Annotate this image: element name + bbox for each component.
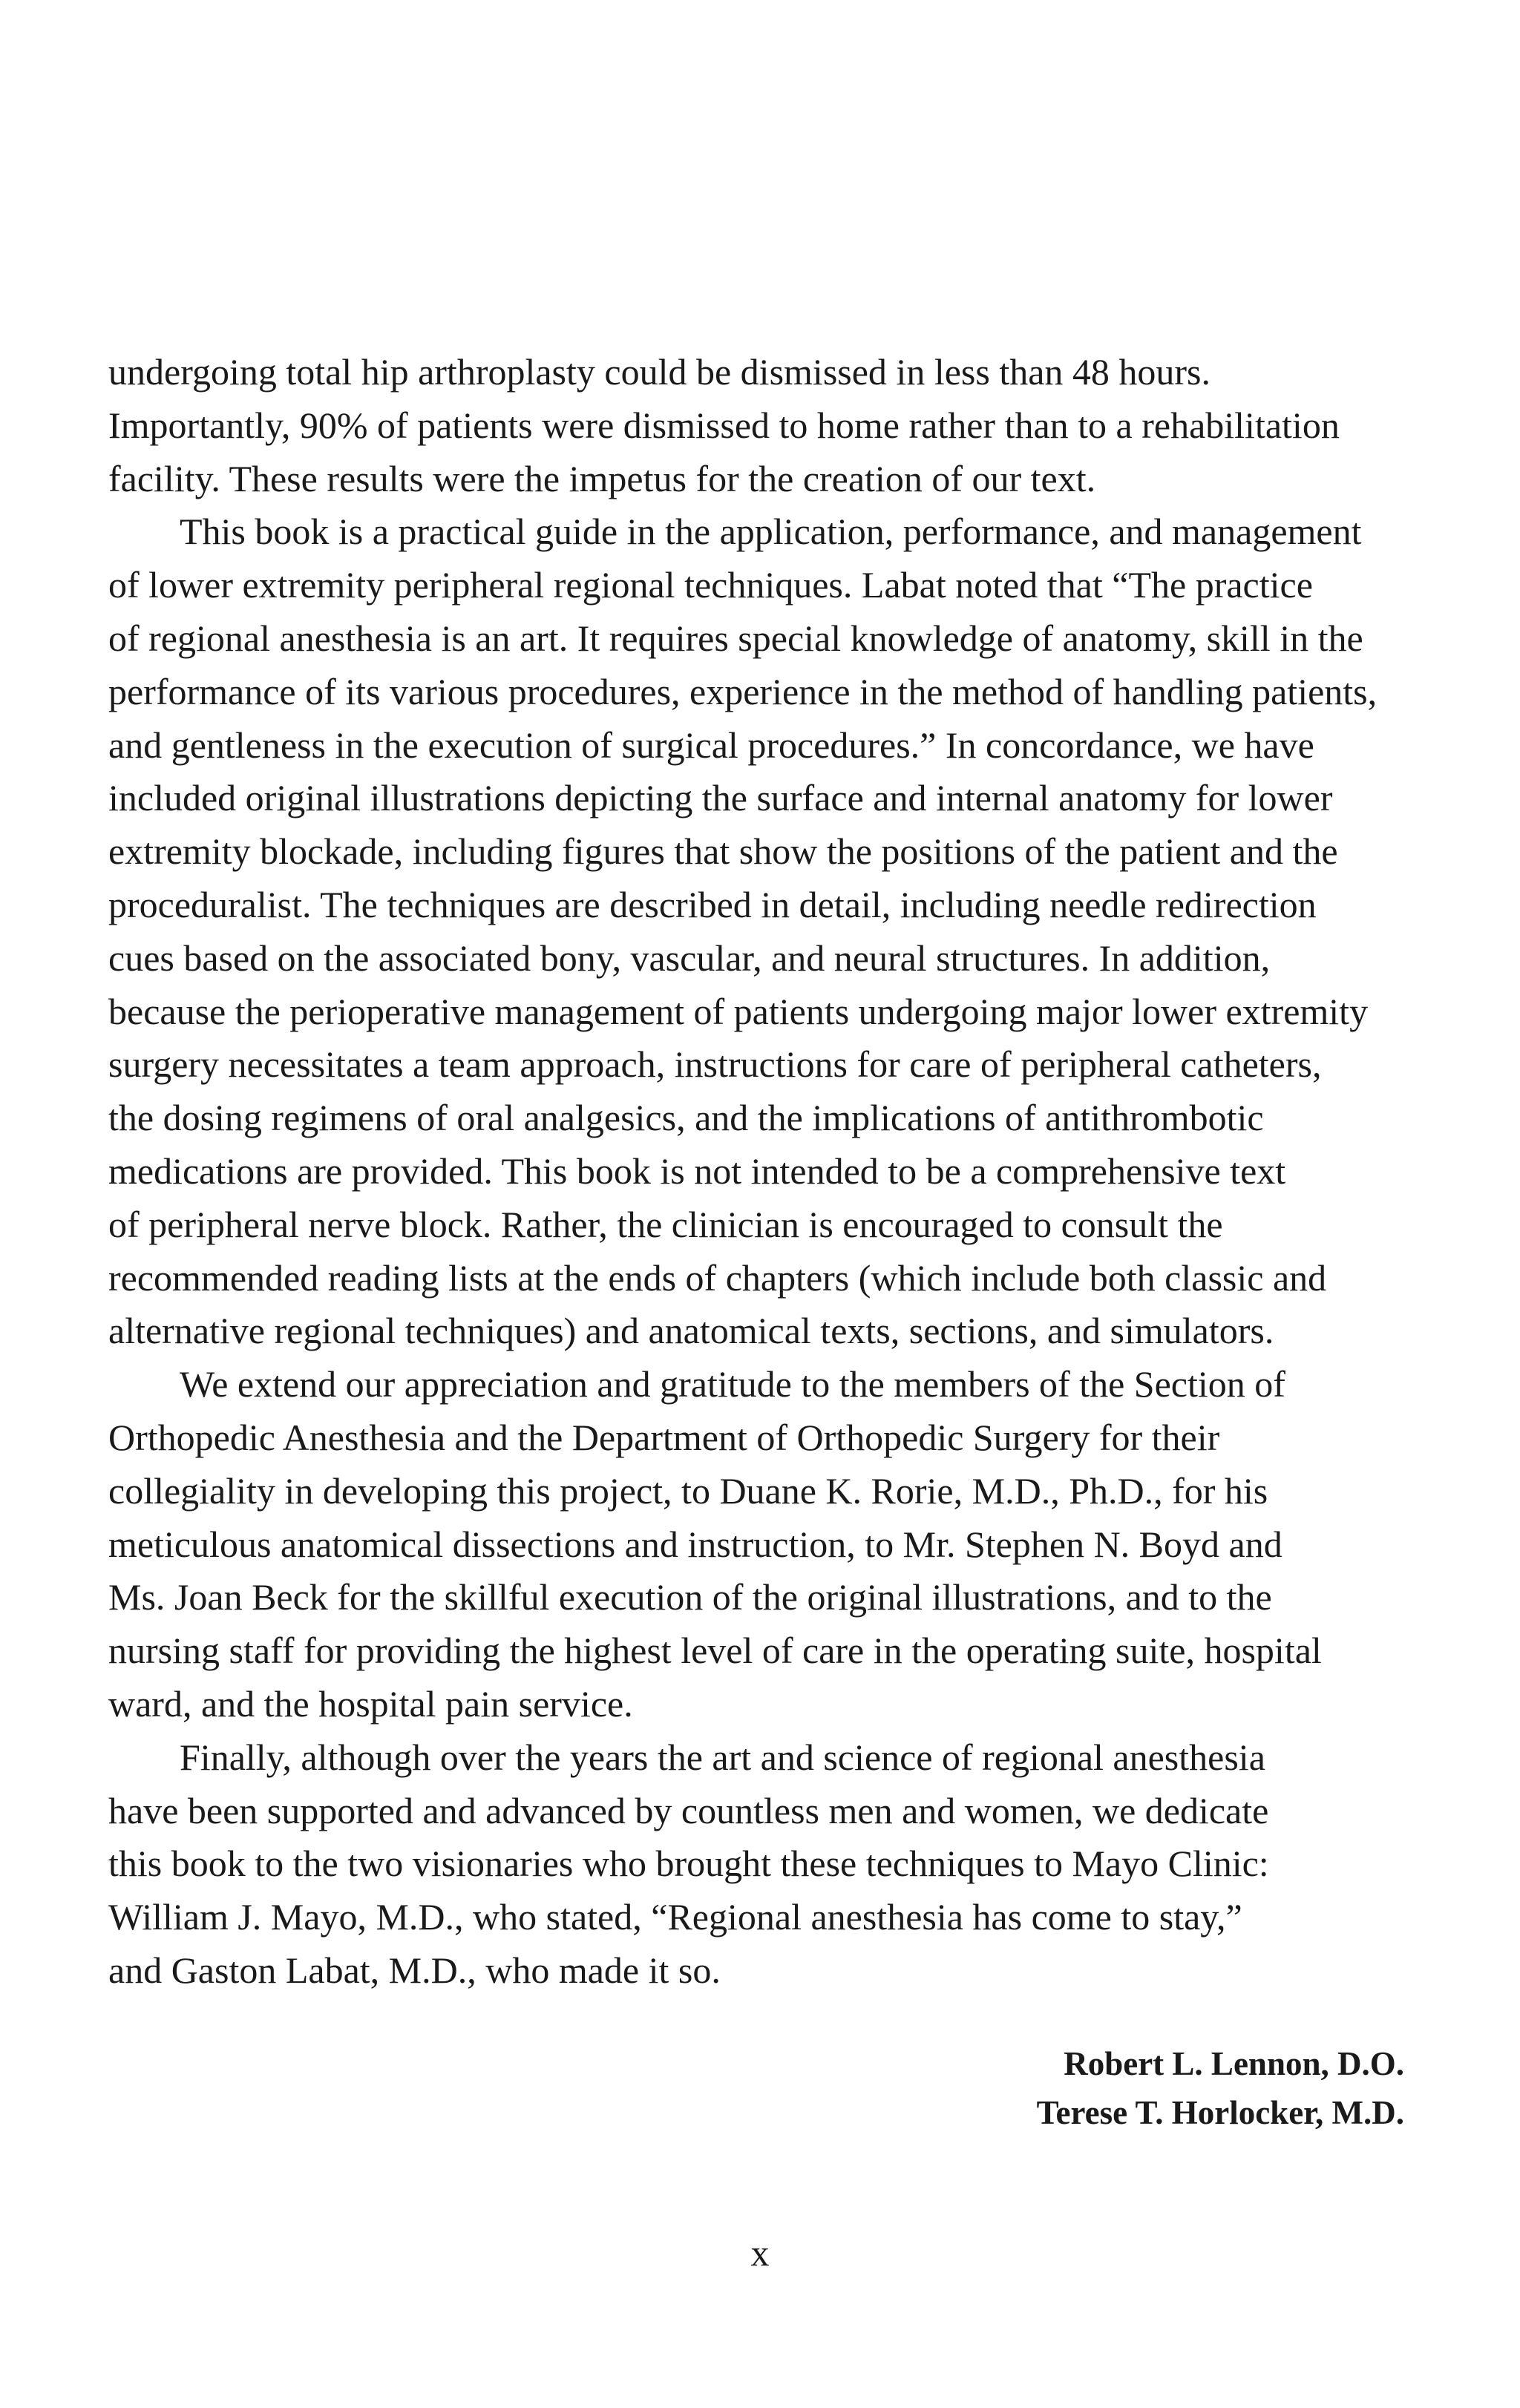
text-line: because the perioperative management of patients undergoing major lower extremity — [108, 990, 1369, 1032]
text-line: cues based on the associated bony, vascular, and neural structures. In addition, — [108, 936, 1271, 979]
text-line: Orthopedic Anesthesia and the Department of Orthopedic Surgery for their — [108, 1416, 1220, 1458]
text-line: the dosing regimens of oral analgesics, and the implications of antithrombotic — [108, 1097, 1264, 1139]
text-line: William J. Mayo, M.D., who stated, “Regional anesthesia has come to stay,” — [108, 1896, 1242, 1938]
author-name: Robert L. Lennon, D.O. — [1064, 2045, 1404, 2082]
body-text — [108, 346, 1409, 1998]
text-line: performance of its various procedures, experience in the method of handling patients, — [108, 670, 1378, 712]
text-line: medications are provided. This book is not intended to be a comprehensive text — [108, 1149, 1286, 1192]
text-line: extremity blockade, including figures that show the positions of the patient and the — [108, 830, 1338, 873]
text-line: of peripheral nerve block. Rather, the clinician is encouraged to consult the — [108, 1203, 1223, 1245]
text-line: of lower extremity peripheral regional techniques. Labat noted that “The practice — [108, 564, 1313, 606]
text-line: alternative regional techniques) and anatomical texts, sections, and simulators. — [108, 1310, 1274, 1352]
signature-block — [1037, 2039, 1404, 2137]
text-line: this book to the two visionaries who brought these techniques to Mayo Clinic: — [108, 1843, 1269, 1885]
text-line: included original illustrations depicting the surface and internal anatomy for lower — [108, 777, 1333, 819]
text-line: have been supported and advanced by countless men and women, we dedicate — [108, 1789, 1269, 1831]
text-line: Ms. Joan Beck for the skillful execution of the original illustrations, and to the — [108, 1576, 1272, 1618]
paragraph-first-line: This book is a practical guide in the application, performance, and management — [180, 511, 1362, 553]
text-line: surgery necessitates a team approach, instructions for care of peripheral catheters, — [108, 1043, 1322, 1086]
text-line: nursing staff for providing the highest level of care in the operating suite, hospital — [108, 1630, 1322, 1672]
text-line: and Gaston Labat, M.D., who made it so. — [108, 1949, 721, 1991]
text-line: facility. These results were the impetus for the creation of our text. — [108, 457, 1096, 499]
text-line: and gentleness in the execution of surgical procedures.” In concordance, we have — [108, 724, 1314, 766]
paragraph-first-line: Finally, although over the years the art and science of regional anesthesia — [180, 1736, 1265, 1778]
text-line: collegiality in developing this project, to Duane K. Rorie, M.D., Ph.D., for his — [108, 1469, 1268, 1512]
text-line: of regional anesthesia is an art. It requires special knowledge of anatomy, skill in the — [108, 617, 1363, 659]
text-line: undergoing total hip arthroplasty could be dismissed in less than 48 hours. — [108, 351, 1211, 393]
text-line: Importantly, 90% of patients were dismissed to home rather than to a rehabilitation — [108, 404, 1340, 446]
text-line: recommended reading lists at the ends of chapters (which include both classic and — [108, 1256, 1327, 1299]
paragraph-first-line: We extend our appreciation and gratitude to the members of the Section of — [180, 1363, 1285, 1405]
text-line: ward, and the hospital pain service. — [108, 1682, 633, 1725]
text-line: proceduralist. The techniques are described in detail, including needle redirection — [108, 883, 1317, 925]
text-line: meticulous anatomical dissections and instruction, to Mr. Stephen N. Boyd and — [108, 1523, 1282, 1565]
author-name: Terese T. Horlocker, M.D. — [1036, 2094, 1404, 2131]
page-number: x — [750, 2232, 770, 2274]
